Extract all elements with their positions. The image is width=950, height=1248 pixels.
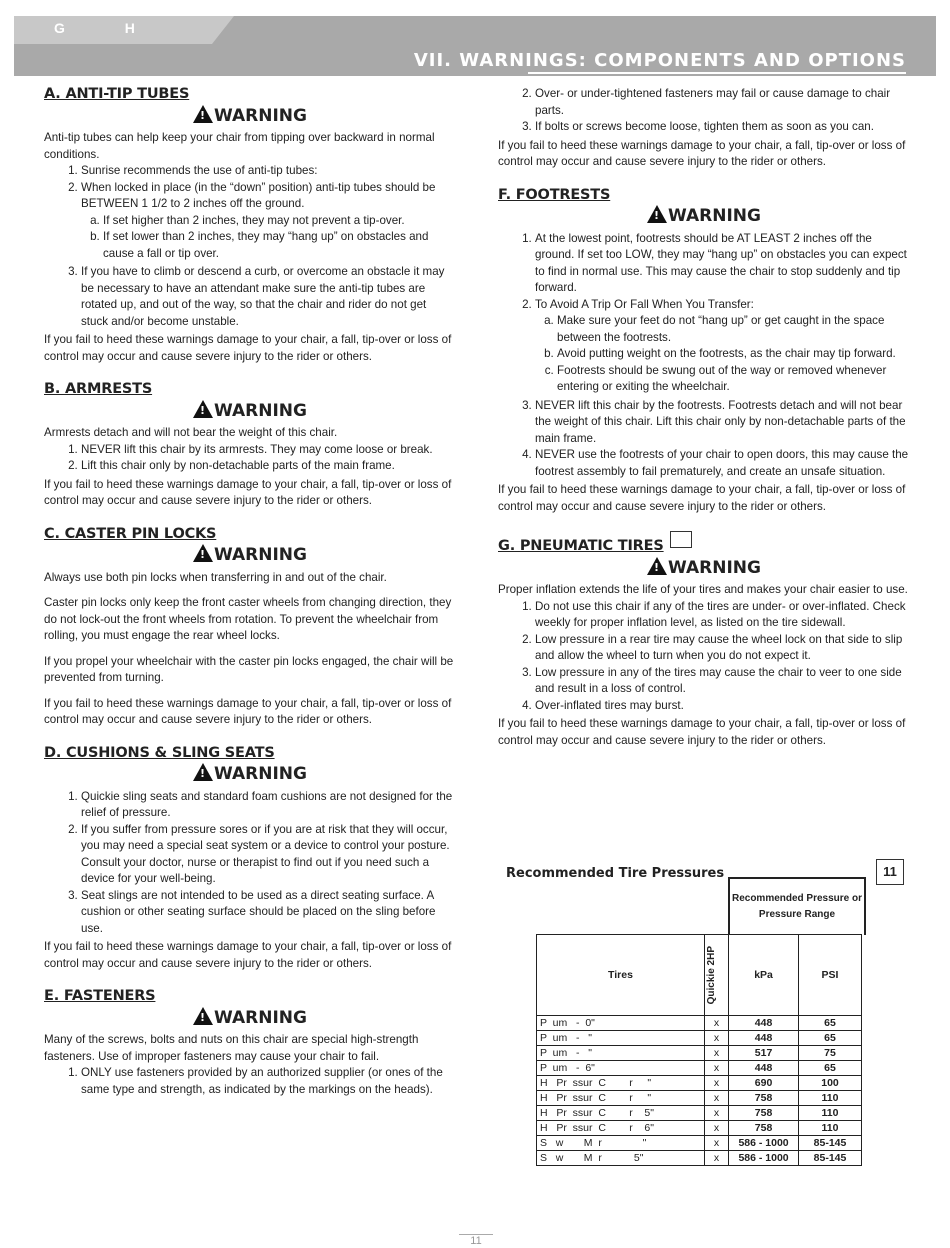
section-cushions <box>44 745 456 973</box>
list-item: 4. NEVER use the footrests of your chair to open doors, this may cause the footrest assembly to fail prematurely, and create an unsafe situation. <box>535 447 910 480</box>
cell-psi: 110 <box>799 1091 862 1106</box>
paragraph: If you propel your wheelchair with the caster pin locks engaged, the chair will be prevented from turning. <box>44 654 454 684</box>
warning-icon: ! <box>193 544 213 562</box>
section-heading: C. CASTER PIN LOCKS <box>44 525 217 542</box>
list-item: 2. When locked in place (in the “down” position) anti-tip tubes should be BETWEEN 1 1/2 to 2 inches off the ground. a. If set higher than 2 inches, they may not prevent a tip-over. b. If set lower than 2 inches, they may “hang up” on obstacles and cause a fall or tip over. <box>81 180 456 263</box>
table-row <box>537 1091 862 1106</box>
section-caster-pin-locks <box>44 526 456 729</box>
header-rule <box>528 72 906 74</box>
sub-list <box>81 213 456 263</box>
list-item: 3. Low pressure in any of the tires may cause the chair to veer to one side and result in a loss of control. <box>535 665 910 698</box>
table-row <box>537 1046 862 1061</box>
section-heading: D. CUSHIONS & SLING SEATS <box>44 744 275 761</box>
cell-kpa: 586 - 1000 <box>729 1136 799 1151</box>
cell-tire: H Pr ssur C r 6" <box>537 1121 705 1136</box>
right-column <box>498 86 910 765</box>
warning-banner <box>44 105 456 125</box>
cell-x: x <box>704 1091 728 1106</box>
list-item: 2. Over- or under-tightened fasteners may fail or cause damage to chair parts. <box>535 86 910 119</box>
warning-banner <box>498 205 910 225</box>
section-anti-tip <box>44 86 456 365</box>
cell-kpa: 758 <box>729 1106 799 1121</box>
cell-tire: P um - 6" <box>537 1061 705 1076</box>
section-heading: E. FASTENERS <box>44 988 156 1004</box>
list <box>498 86 910 136</box>
header-letters: G H <box>54 20 163 36</box>
list-item: 1. NEVER lift this chair by its armrests. They may come loose or break. <box>81 442 456 459</box>
cell-x: x <box>704 1106 728 1121</box>
paragraph: Armrests detach and will not bear the weight of this chair. <box>44 426 338 439</box>
section-fasteners <box>44 988 456 1098</box>
warning-icon: ! <box>193 763 213 781</box>
page-number: 11 <box>459 1234 493 1247</box>
cell-kpa: 448 <box>729 1016 799 1031</box>
list-item: 4. Over-inflated tires may burst. <box>535 698 910 715</box>
cell-psi: 100 <box>799 1076 862 1091</box>
cell-x: x <box>704 1121 728 1136</box>
cell-kpa: 758 <box>729 1091 799 1106</box>
cell-psi: 85-145 <box>799 1151 862 1166</box>
section-heading: G. PNEUMATIC TIRES <box>498 531 910 555</box>
sub-list <box>535 313 910 396</box>
cell-tire: S w M r " <box>537 1136 705 1151</box>
closing-text: If you fail to heed these warnings damage to your chair, a fall, tip-over or loss of control may occur and cause severe injury to the rider or others. <box>44 477 452 507</box>
tire-pressure-table <box>536 934 862 1166</box>
warning-label: WARNING <box>668 557 761 578</box>
col-tires: Tires <box>537 935 705 1016</box>
list-item: a. If set higher than 2 inches, they may not prevent a tip-over. <box>103 213 456 230</box>
warning-label: WARNING <box>214 1007 307 1028</box>
paragraph: Always use both pin locks when transferring in and out of the chair. <box>44 570 387 584</box>
list <box>44 442 456 475</box>
warning-label: WARNING <box>214 545 307 565</box>
list <box>44 1065 456 1098</box>
paragraph: Proper inflation extends the life of your tires and makes your chair easier to use. <box>498 583 908 596</box>
cell-psi: 75 <box>799 1046 862 1061</box>
cell-x: x <box>704 1031 728 1046</box>
cell-psi: 65 <box>799 1016 862 1031</box>
warning-banner <box>498 557 910 577</box>
col-kpa: kPa <box>729 935 799 1016</box>
cell-tire: P um - " <box>537 1031 705 1046</box>
list-item: 1. Do not use this chair if any of the tires are under- or over-inflated. Check weekly for proper inflation level, as listed on the tire sidewall. <box>535 599 910 632</box>
cell-kpa: 586 - 1000 <box>729 1151 799 1166</box>
checkbox-square <box>670 531 692 548</box>
col-psi: PSI <box>799 935 862 1016</box>
table-row <box>537 1121 862 1136</box>
paragraph: Anti-tip tubes can help keep your chair from tipping over backward in normal conditions. <box>44 131 435 161</box>
cell-x: x <box>704 1136 728 1151</box>
cell-x: x <box>704 1151 728 1166</box>
list-item: 1. Quickie sling seats and standard foam cushions are not designed for the relief of pressure. <box>81 789 456 822</box>
cell-psi: 65 <box>799 1031 862 1046</box>
cell-x: x <box>704 1076 728 1091</box>
cell-kpa: 448 <box>729 1031 799 1046</box>
list <box>44 789 456 938</box>
cell-tire: H Pr ssur C r 5" <box>537 1106 705 1121</box>
warning-banner <box>44 763 456 783</box>
list-item: 1. ONLY use fasteners provided by an authorized supplier (or ones of the same type and strength, as indicated by the markings on the heads). <box>81 1065 456 1098</box>
warning-banner <box>44 400 456 420</box>
list-item: 2. If you suffer from pressure sores or if you are at risk that they will occur, you may need a special seat system or a device to control your posture. Consult your doctor, nurse or therapist to find out if you need such a device for your well-being. <box>81 822 456 888</box>
cell-tire: S w M r 5" <box>537 1151 705 1166</box>
left-column <box>44 86 456 1114</box>
closing-text: If you fail to heed these warnings damage to your chair, a fall, tip-over or loss of control may occur and cause severe injury to the rider or others. <box>498 717 906 747</box>
cell-x: x <box>704 1046 728 1061</box>
cell-x: x <box>704 1061 728 1076</box>
warning-label: WARNING <box>214 105 307 126</box>
cell-x: x <box>704 1016 728 1031</box>
tire-table-title: Recommended Tire Pressures <box>506 866 725 881</box>
list-item: 3. Seat slings are not intended to be used as a direct seating surface. A cushion or other seating surface should be placed on the sling before use. <box>81 888 456 938</box>
list-item: 3. If you have to climb or descend a curb, or overcome an obstacle it may be necessary to have an attendant make sure the anti-tip tubes are rotated up, and out of the way, so that the chair and rider do not get stuck and/or become unstable. <box>81 264 456 330</box>
cell-tire: P um - 0" <box>537 1016 705 1031</box>
section-footrests <box>498 187 910 516</box>
list-item: 3. NEVER lift this chair by the footrests. Footrests detach and will not bear the weight of this chair. Lift this chair only by non-detachable parts of the main frame. <box>535 398 910 448</box>
list-item: 2. To Avoid A Trip Or Fall When You Transfer: a. Make sure your feet do not “hang up” or get caught in the space between the footrests. b. Avoid putting weight on the footrests, as the chair may tip forward. c. Footrests should be swung out of the way or removed whenever entering or exiting the wheelchair. <box>535 297 910 396</box>
warning-icon: ! <box>647 557 667 575</box>
cell-tire: H Pr ssur C r " <box>537 1076 705 1091</box>
col-model: Quickie 2HP <box>704 935 728 1016</box>
warning-label: WARNING <box>214 764 307 784</box>
warning-icon: ! <box>647 205 667 223</box>
cell-kpa: 517 <box>729 1046 799 1061</box>
table-row <box>537 1076 862 1091</box>
cell-kpa: 690 <box>729 1076 799 1091</box>
cell-psi: 110 <box>799 1106 862 1121</box>
closing-text: If you fail to heed these warnings damage to your chair, a fall, tip-over or loss of control may occur and cause severe injury to the rider or others. <box>44 696 452 726</box>
list-item: 2. Lift this chair only by non-detachable parts of the main frame. <box>81 458 456 475</box>
list <box>498 231 910 481</box>
closing-text: If you fail to heed these warnings damage to your chair, a fall, tip-over or loss of control may occur and cause severe injury to the rider or others. <box>44 940 452 970</box>
table-row <box>537 1136 862 1151</box>
cell-kpa: 448 <box>729 1061 799 1076</box>
list <box>44 163 456 330</box>
section-pneumatic-tires <box>498 531 910 749</box>
warning-label: WARNING <box>214 400 307 421</box>
section-armrests <box>44 381 456 510</box>
warning-label: WARNING <box>668 206 761 226</box>
list-item: c. Footrests should be swung out of the way or removed whenever entering or exiting the wheelchair. <box>557 363 910 396</box>
list-item: 2. Low pressure in a rear tire may cause the wheel lock on that side to slip and allow the wheel to turn when you do not expect it. <box>535 632 910 665</box>
warning-icon: ! <box>193 105 213 123</box>
paragraph: Many of the screws, bolts and nuts on this chair are special high-strength fasteners. Use of improper fasteners may cause your chair to fail. <box>44 1033 419 1063</box>
list-item: a. Make sure your feet do not “hang up” or get caught in the space between the footrests. <box>557 313 910 346</box>
table-row <box>537 1151 862 1166</box>
paragraph: Caster pin locks only keep the front caster wheels from changing direction, they do not lock-out the front wheels from rotation. To prevent the wheelchair from rolling, you must engage the rear wheel locks. <box>44 596 452 642</box>
recommended-header: Recommended Pressure or Pressure Range <box>728 877 866 935</box>
warning-icon: ! <box>193 400 213 418</box>
closing-text: If you fail to heed these warnings damage to your chair, a fall, tip-over or loss of control may occur and cause severe injury to the rider or others. <box>44 333 452 363</box>
section-title: VII. WARNINGS: COMPONENTS AND OPTIONS <box>413 50 906 71</box>
list-item: b. If set lower than 2 inches, they may “hang up” on obstacles and cause a fall or tip over. <box>103 229 456 262</box>
closing-text: If you fail to heed these warnings damage to your chair, a fall, tip-over or loss of control may occur and cause severe injury to the rider or others. <box>498 138 906 168</box>
list <box>498 599 910 715</box>
cell-psi: 85-145 <box>799 1136 862 1151</box>
cell-tire: H Pr ssur C r " <box>537 1091 705 1106</box>
cell-tire: P um - " <box>537 1046 705 1061</box>
section-heading: A. ANTI-TIP TUBES <box>44 86 190 102</box>
section-heading: B. ARMRESTS <box>44 381 153 397</box>
cell-psi: 110 <box>799 1121 862 1136</box>
list-item: 1. At the lowest point, footrests should be AT LEAST 2 inches off the ground. If set too LOW, they may “hang up” on obstacles you can expect to find in normal use. This may cause the chair to stop suddenly and tip forward. <box>535 231 910 297</box>
closing-text: If you fail to heed these warnings damage to your chair, a fall, tip-over or loss of control may occur and cause severe injury to the rider or others. <box>498 483 906 513</box>
cell-psi: 65 <box>799 1061 862 1076</box>
section-heading: F. FOOTRESTS <box>498 186 611 203</box>
warning-icon: ! <box>193 1007 213 1025</box>
warning-banner <box>44 1007 456 1027</box>
list-item: b. Avoid putting weight on the footrests, as the chair may tip forward. <box>557 346 910 363</box>
table-row <box>537 1031 862 1046</box>
table-row <box>537 1106 862 1121</box>
table-row <box>537 1061 862 1076</box>
table-row <box>537 1016 862 1031</box>
warning-banner <box>44 544 456 564</box>
table-badge: 11 <box>876 859 904 885</box>
section-fasteners-cont <box>498 86 910 171</box>
list-item: 3. If bolts or screws become loose, tighten them as soon as you can. <box>535 119 910 136</box>
list-item: 1. Sunrise recommends the use of anti-tip tubes: <box>81 163 456 180</box>
cell-kpa: 758 <box>729 1121 799 1136</box>
